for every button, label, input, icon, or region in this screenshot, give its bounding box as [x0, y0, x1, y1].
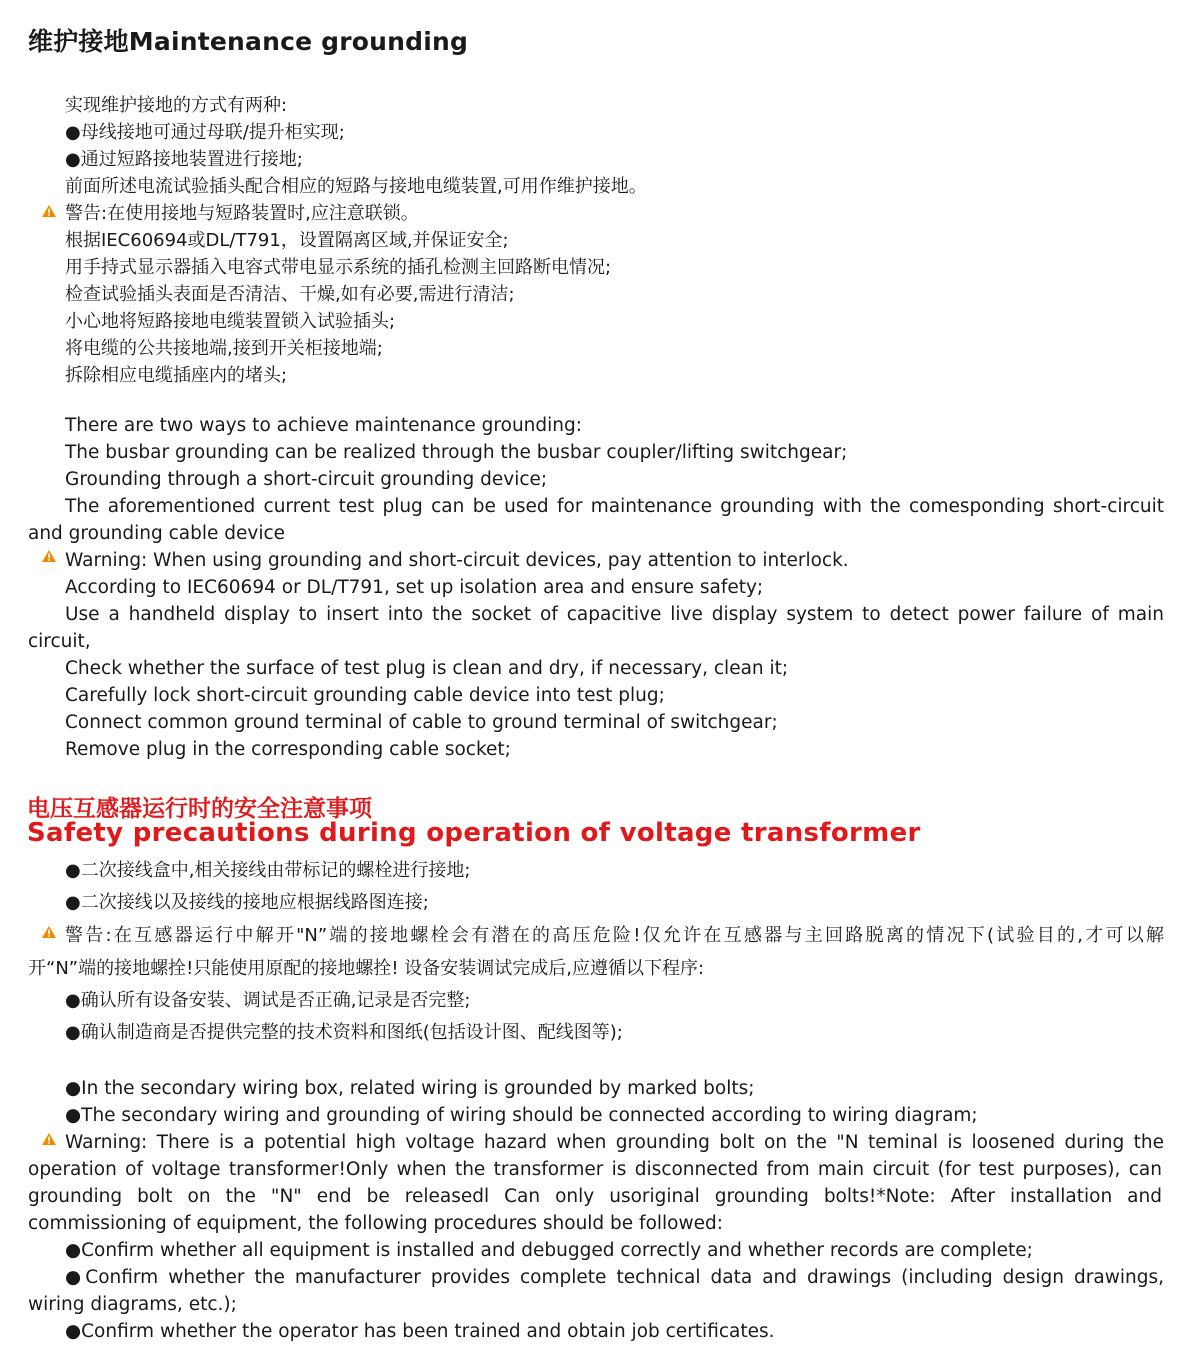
en-warning: commissioning of equipment, the following procedures should be followed: [28, 1213, 723, 1234]
en-step: circuit, [28, 631, 91, 652]
warning-icon [42, 205, 56, 217]
en-warning: Warning: There is a potential high voltage hazard when grounding bolt on the "N teminal is loosened during the [65, 1132, 1164, 1153]
en-text: and grounding cable device [28, 523, 286, 544]
en-text: The aforementioned current test plug can be used for maintenance grounding with the comesponding short-circuit [65, 496, 1164, 517]
zh-bullet: ●确认所有设备安装、调试是否正确,记录是否完整; [65, 990, 471, 1011]
en-step: According to IEC60694 or DL/T791, set up isolation area and ensure safety; [65, 577, 764, 598]
zh-warning: 警告:在互感器运行中解开"N”端的接地螺栓会有潜在的高压危险!仅允许在互感器与主回路脱离的情况下(试验目的,才可以解 [65, 925, 1164, 946]
en-warning: Warning: When using grounding and short-circuit devices, pay attention to interlock. [65, 550, 849, 571]
section-title-maintenance-grounding: 维护接地Maintenance grounding [28, 27, 469, 56]
zh-step: 将电缆的公共接地端,接到开关柜接地端; [65, 338, 383, 359]
section-title-vt-safety-zh: 电压互感器运行时的安全注意事项 [27, 796, 372, 822]
en-intro: There are two ways to achieve maintenance grounding: [65, 415, 582, 436]
en-bullet: wiring diagrams, etc.); [28, 1294, 237, 1315]
en-step: Remove plug in the corresponding cable socket; [65, 739, 511, 760]
zh-bullet: ●二次接线以及接线的接地应根据线路图连接; [65, 892, 429, 913]
warning-icon [42, 926, 56, 938]
zh-bullet: ●确认制造商是否提供完整的技术资料和图纸(包括设计图、配线图等); [65, 1022, 623, 1043]
en-bullet: ●Confirm whether the manufacturer provides complete technical data and drawings (including design drawings, [65, 1267, 1164, 1288]
en-warning: operation of voltage transformer!Only when the transformer is disconnected from main circuit (for test purposes), can [28, 1159, 1162, 1180]
zh-step: 根据IEC60694或DL/T791，设置隔离区域,并保证安全; [65, 230, 509, 251]
en-bullet: ●Confirm whether all equipment is installed and debugged correctly and whether records are complete; [65, 1240, 1033, 1261]
zh-step: 拆除相应电缆插座内的堵头; [65, 365, 288, 386]
zh-bullet: ●母线接地可通过母联/提升柜实现; [65, 122, 345, 143]
en-text: The busbar grounding can be realized through the busbar coupler/lifting switchgear; [65, 442, 848, 463]
zh-bullet: ●通过短路接地装置进行接地; [65, 149, 303, 170]
warning-icon [42, 550, 56, 562]
zh-step: 小心地将短路接地电缆装置锁入试验插头; [65, 311, 396, 332]
en-step: Connect common ground terminal of cable to ground terminal of switchgear; [65, 712, 778, 733]
zh-bullet: ●二次接线盒中,相关接线由带标记的螺栓进行接地; [65, 860, 471, 881]
zh-text: 前面所述电流试验插头配合相应的短路与接地电缆装置,可用作维护接地。 [65, 176, 647, 197]
warning-icon [42, 1133, 56, 1145]
en-step: Check whether the surface of test plug is clean and dry, if necessary, clean it; [65, 658, 789, 679]
zh-step: 检查试验插头表面是否清洁、干燥,如有必要,需进行清洁; [65, 284, 515, 305]
en-text: Grounding through a short-circuit grounding device; [65, 469, 548, 490]
section-title-vt-safety-en: Safety precautions during operation of voltage transformer [27, 818, 921, 848]
zh-step: 用手持式显示器插入电容式带电显示系统的插孔检测主回路断电情况; [65, 257, 612, 278]
en-bullet: ●The secondary wiring and grounding of wiring should be connected according to wiring diagram; [65, 1105, 978, 1126]
en-step: Carefully lock short-circuit grounding cable device into test plug; [65, 685, 665, 706]
en-bullet: ●In the secondary wiring box, related wiring is grounded by marked bolts; [65, 1078, 755, 1099]
en-step: Use a handheld display to insert into the socket of capacitive live display system to detect power failure of main [65, 604, 1164, 625]
zh-warning: 警告:在使用接地与短路装置时,应注意联锁。 [65, 203, 419, 224]
en-warning: grounding bolt on the "N" end be releasedl Can only usoriginal grounding bolts!*Note: After installation and [28, 1186, 1162, 1207]
zh-warning: 开“N”端的接地螺拴!只能使用原配的接地螺拴! 设备安装调试完成后,应遵循以下程序: [28, 958, 705, 979]
en-bullet: ●Confirm whether the operator has been trained and obtain job certificates. [65, 1321, 775, 1342]
zh-intro: 实现维护接地的方式有两种: [65, 95, 288, 116]
